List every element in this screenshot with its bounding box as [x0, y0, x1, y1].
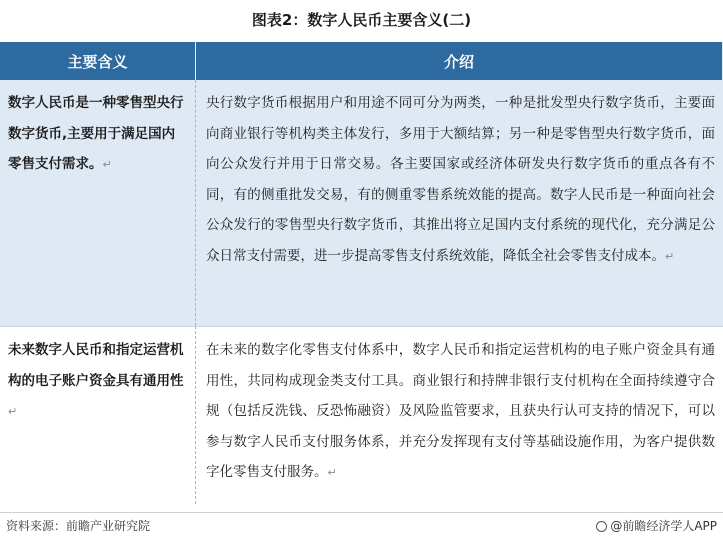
paragraph-mark-icon: ↵ [665, 249, 675, 263]
row-2-intro: 在未来的数字化零售支付体系中，数字人民币和指定运营机构的电子账户资金具有通用性，共同构成现金类支付工具。商业银行和持牌非银行支付机构在全面持续遵守合规（包括反洗钱、反恐怖融资）及风险监管要求，且获央行认可支持的情况下，可以参与数字人民币支付服务体系，并充分发挥现有支付等基础设施作用，为客户提供数字化零售支付服务。 [206, 342, 715, 480]
brand-credit [596, 513, 717, 540]
brand-logo-icon [596, 521, 607, 532]
row-2-meaning: 未来数字人民币和指定运营机构的电子账户资金具有通用性 [8, 342, 184, 389]
footer [0, 512, 723, 540]
row-1-intro: 央行数字货币根据用户和用途不同可分为两类，一种是批发型央行数字货币，主要面向商业银行等机构类主体发行，多用于大额结算；另一种是零售型央行数字货币，面向公众发行并用于日常交易。各主要国家或经济体研发央行数字货币的重点各有不同，有的侧重批发交易，有的侧重零售系统效能的提高。数字人民币是一种面向社会公众发行的零售型央行数字货币，其推出将立足国内支付系统的现代化，充分满足公众日常支付需要，进一步提高零售支付系统效能，降低全社会零售支付成本。 [206, 95, 715, 264]
brand-text: @前瞻经济学人APP [610, 519, 717, 533]
paragraph-mark-icon: ↵ [327, 466, 337, 479]
row-1-meaning: 数字人民币是一种零售型央行数字货币,主要用于满足国内零售支付需求。 [8, 95, 184, 172]
content-table [0, 42, 723, 504]
paragraph-mark-icon: ↵ [102, 158, 112, 171]
row-2-intro-cell [196, 326, 723, 504]
header-meaning: 主要含义 [0, 42, 196, 80]
source-note: 资料来源：前瞻产业研究院 [6, 519, 151, 533]
chart-title: 图表2：数字人民币主要含义(二) [251, 11, 472, 29]
paragraph-mark-icon: ↵ [8, 405, 18, 418]
row-1-meaning-cell [0, 80, 196, 326]
row-1-intro-cell [196, 80, 723, 326]
header-intro: 介绍 [196, 42, 723, 80]
row-2-meaning-cell [0, 326, 196, 504]
